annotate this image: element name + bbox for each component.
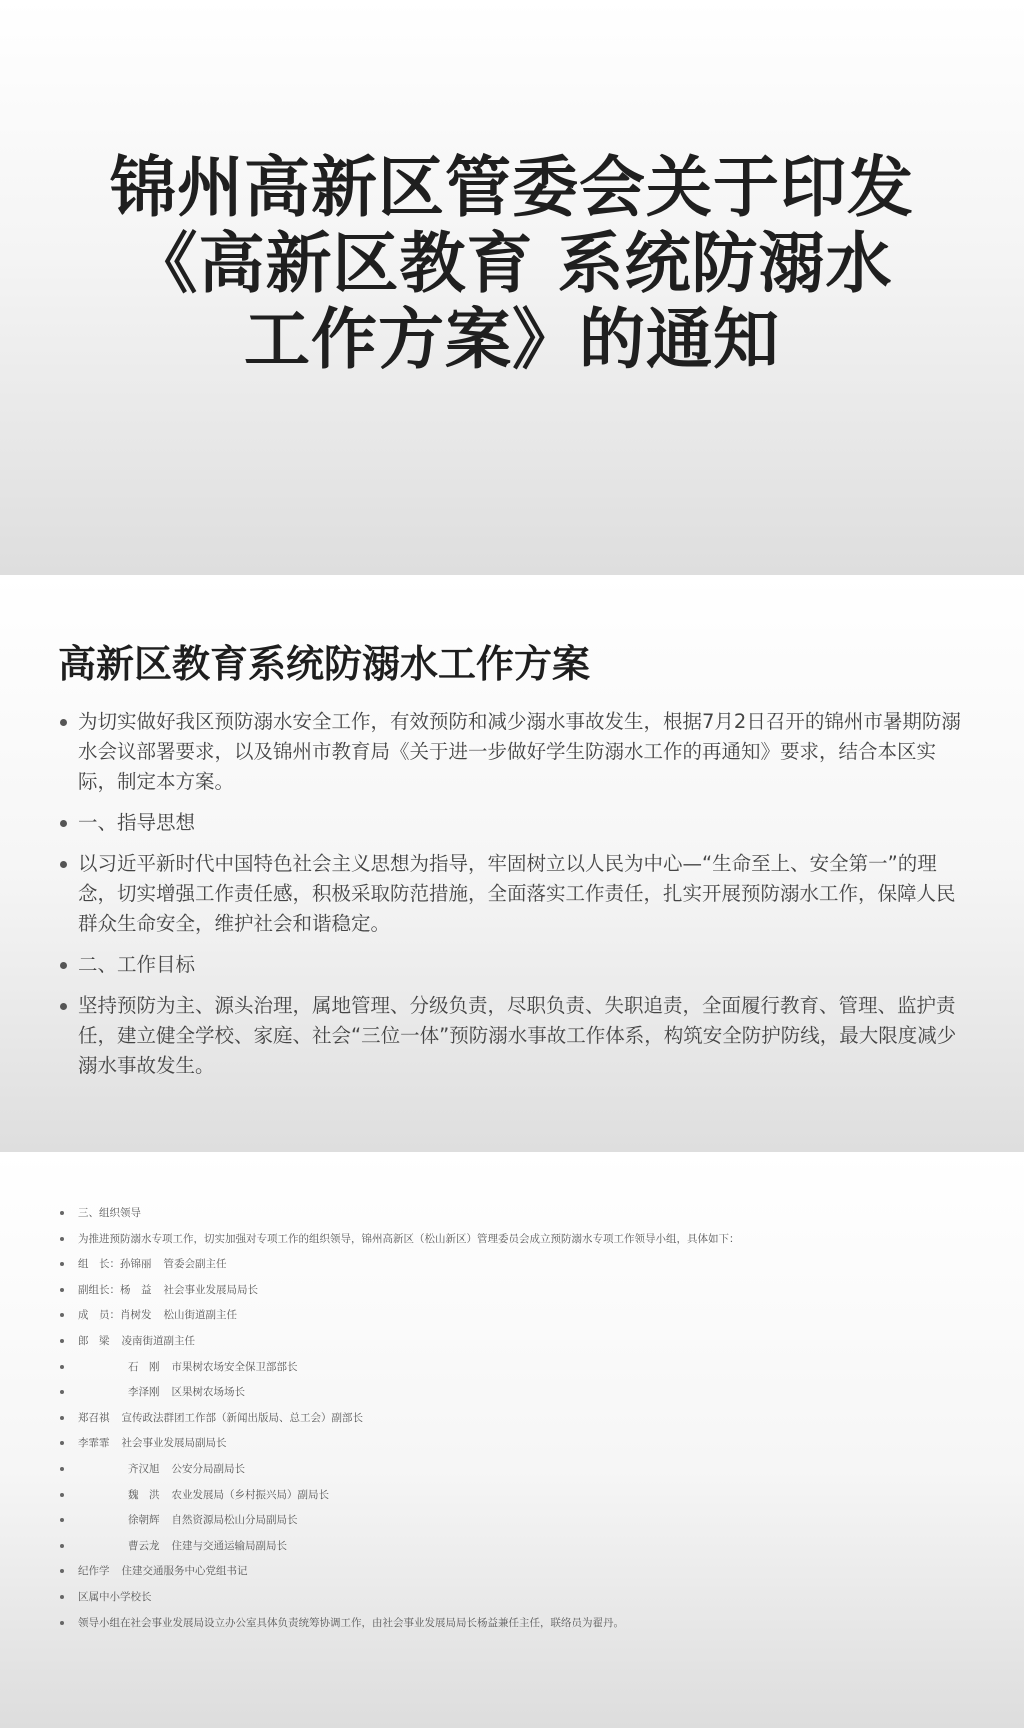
title-line-1: 锦州高新区管委会关于印发 [110,149,914,226]
list-item [58,1488,958,1514]
member-role: 市果树农场安全保卫部部长 [171,1360,298,1373]
list-item [58,1308,958,1334]
list-item [58,1283,958,1309]
document-title [80,150,944,378]
list-item [58,1462,958,1488]
plan-heading: 高新区教育系统防溺水工作方案 [58,642,591,686]
list-item [58,1257,958,1283]
member-name: 区属中小学校长 [78,1590,152,1603]
list-item: 坚持预防为主、源头治理，属地管理、分级负责，尽职负责、失职追责，全面履行教育、管理、监护责任，建立健全学校、家庭、社会“三位一体”预防溺水事故工作体系，构筑安全防护防线，最大限度减少溺水事故发生。 [58,991,968,1081]
list-item [58,1232,958,1258]
plan-panel [0,575,1024,1152]
title-line-2: 《高新区教育 系统防溺水 [131,225,893,302]
member-name: 组 长：孙锦丽 [78,1258,152,1271]
list-item [58,1385,958,1411]
list-item: 以习近平新时代中国特色社会主义思想为指导，牢固树立以人民为中心—“生命至上、安全第一”的理念，切实增强工作责任感，积极采取防范措施，全面落实工作责任，扎实开展预防溺水工作，保障人民群众生命安全，维护社会和谐稳定。 [58,849,968,939]
member-role: 自然资源局松山分局副局长 [171,1514,298,1527]
list-item [58,1564,958,1590]
member-name: 郎 梁 [78,1334,110,1347]
list-item [58,1616,958,1642]
list-item: 二、工作目标 [58,950,968,980]
title-line-3: 工作方案》的通知 [244,301,780,378]
list-item [58,1539,958,1565]
member-name: 副组长：杨 益 [78,1283,152,1296]
member-name: 领导小组在社会事业发展局设立办公室具体负责统筹协调工作，由社会事业发展局局长杨益兼任主任，联络员为翟丹。 [78,1616,624,1629]
member-role: 农业发展局（乡村振兴局）副局长 [171,1488,329,1501]
plan-list [58,707,968,1092]
member-name: 李霏霏 [78,1437,110,1450]
organization-list [58,1206,958,1641]
list-item: 一、指导思想 [58,808,968,838]
member-name: 李泽刚 [128,1386,160,1399]
member-role: 住建交通服务中心党组书记 [121,1565,248,1578]
list-item [58,1360,958,1386]
member-name: 三、组织领导 [78,1207,141,1219]
member-role: 管委会副主任 [163,1258,227,1271]
member-role: 公安分局副局长 [171,1462,245,1475]
member-name: 曹云龙 [128,1539,160,1552]
member-role: 凌南街道副主任 [121,1334,195,1347]
member-name: 石 刚 [128,1360,160,1373]
member-name: 郑召祺 [78,1411,110,1424]
title-panel [0,0,1024,575]
member-role: 区果树农场场长 [171,1386,245,1399]
list-item [58,1334,958,1360]
member-role: 住建与交通运输局副局长 [171,1539,287,1552]
member-role: 松山街道副主任 [163,1309,237,1322]
member-name: 魏 洪 [128,1488,160,1501]
member-name: 徐朝辉 [128,1514,160,1527]
member-name: 齐汉旭 [128,1462,160,1475]
member-name: 成 员：肖树发 [78,1309,152,1322]
member-role: 社会事业发展局副局长 [121,1437,227,1450]
member-role: 宣传政法群团工作部（新闻出版局、总工会）副部长 [121,1411,363,1424]
list-item [58,1590,958,1616]
list-item: 为切实做好我区预防溺水安全工作，有效预防和减少溺水事故发生，根据7月2日召开的锦州市暑期防溺水会议部署要求，以及锦州市教育局《关于进一步做好学生防溺水工作的再通知》要求，结合本区实际，制定本方案。 [58,707,968,797]
member-role: 社会事业发展局局长 [163,1283,258,1296]
list-item [58,1436,958,1462]
member-name: 纪作学 [78,1565,110,1578]
list-item [58,1513,958,1539]
organization-panel [0,1152,1024,1728]
member-name: 为推进预防溺水专项工作，切实加强对专项工作的组织领导，锦州高新区（松山新区）管理委员会成立预防溺水专项工作领导小组，具体如下： [78,1232,740,1245]
list-item [58,1411,958,1437]
list-item [58,1206,958,1232]
